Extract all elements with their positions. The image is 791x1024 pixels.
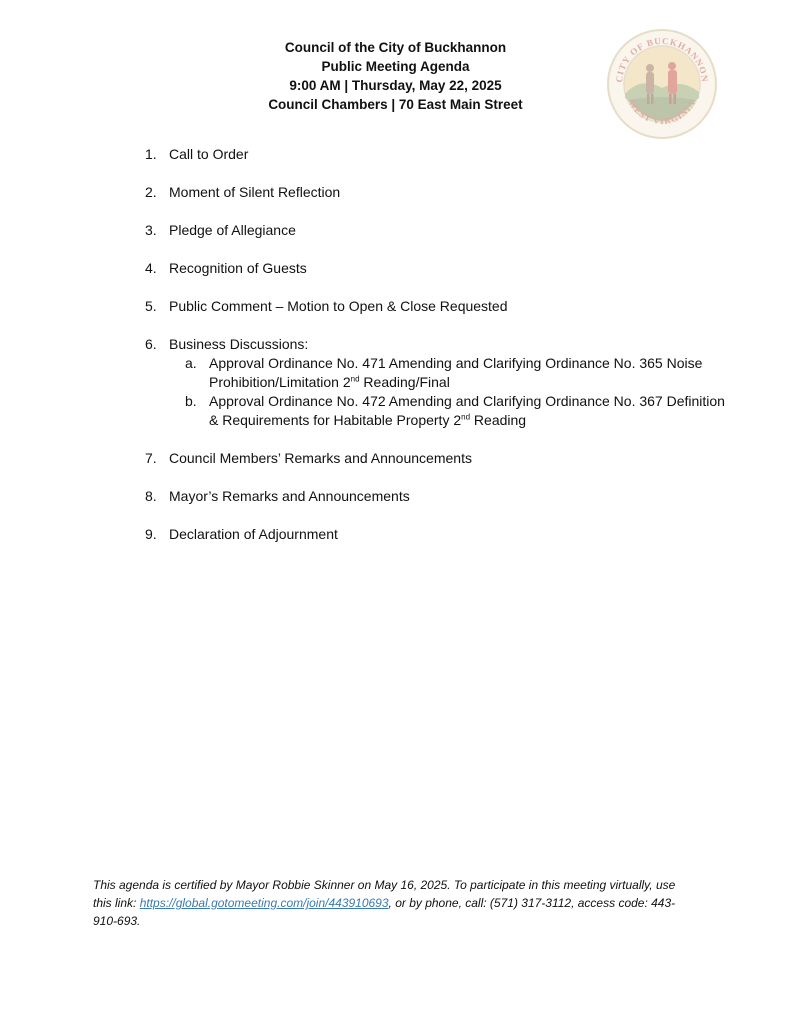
seal-top-text: CITY OF BUCKHANNON: [613, 35, 711, 84]
sub-item-text: Approval Ordinance No. 471 Amending and Clarifying Ordinance No. 365 Noise Prohibition/Limitation 2: [209, 355, 703, 390]
item-number: 9.: [145, 526, 157, 542]
sub-item-letter: b.: [185, 393, 197, 409]
agenda-title: Public Meeting Agenda: [321, 59, 470, 74]
item-number: 6.: [145, 336, 157, 352]
agenda-item: [145, 183, 725, 202]
agenda-item: [145, 449, 725, 468]
item-number: 4.: [145, 260, 157, 276]
item-text: Declaration of Adjournment: [169, 526, 338, 542]
item-text: Recognition of Guests: [169, 260, 307, 276]
ordinal-suffix: nd: [461, 412, 471, 422]
item-number: 3.: [145, 222, 157, 238]
agenda-item: [145, 259, 725, 278]
sub-item-letter: a.: [185, 355, 197, 371]
meeting-link[interactable]: https://global.gotomeeting.com/join/443910693: [139, 896, 389, 910]
agenda-item: [145, 335, 725, 430]
seal-bottom-text: WEST VIRGINIA: [626, 97, 698, 127]
item-text: Moment of Silent Reflection: [169, 184, 341, 200]
agenda-item: [145, 525, 725, 544]
item-number: 8.: [145, 488, 157, 504]
footer-text-end: , or by phone, call: (571) 317-3112, access code: 443-910-693.: [93, 896, 676, 928]
meeting-datetime: 9:00 AM | Thursday, May 22, 2025: [289, 78, 502, 93]
business-sublist: [145, 354, 725, 430]
agenda-item: [145, 487, 725, 506]
agenda-list: [145, 145, 725, 563]
council-name: Council of the City of Buckhannon: [284, 40, 507, 55]
item-text: Mayor’s Remarks and Announcements: [169, 488, 410, 504]
item-text: Business Discussions:: [169, 336, 309, 352]
item-number: 2.: [145, 184, 157, 200]
sub-item-text-end: Reading/Final: [359, 374, 450, 390]
item-number: 1.: [145, 146, 157, 162]
item-number: 7.: [145, 450, 157, 466]
item-text: Call to Order: [169, 146, 249, 162]
sub-item-text-end: Reading: [470, 412, 527, 428]
city-seal-logo: [606, 28, 718, 140]
meeting-location: Council Chambers | 70 East Main Street: [268, 97, 523, 112]
agenda-item: [145, 297, 725, 316]
sub-item-text: Approval Ordinance No. 472 Amending and Clarifying Ordinance No. 367 Definition & Requirements for Habitable Property 2: [209, 393, 725, 428]
item-number: 5.: [145, 298, 157, 314]
item-text: Public Comment – Motion to Open & Close Requested: [169, 298, 508, 314]
agenda-item: [145, 221, 725, 240]
footer-text: This agenda is certified by Mayor Robbie Skinner on May 16, 2025. To participate in this meeting virtually, use this link:: [93, 878, 676, 910]
sub-item: [185, 392, 725, 430]
certification-footer: [93, 876, 693, 930]
item-text: Council Members’ Remarks and Announcements: [169, 450, 472, 466]
agenda-item: [145, 145, 725, 164]
sub-item: [185, 354, 725, 392]
ordinal-suffix: nd: [350, 374, 360, 384]
item-text: Pledge of Allegiance: [169, 222, 296, 238]
